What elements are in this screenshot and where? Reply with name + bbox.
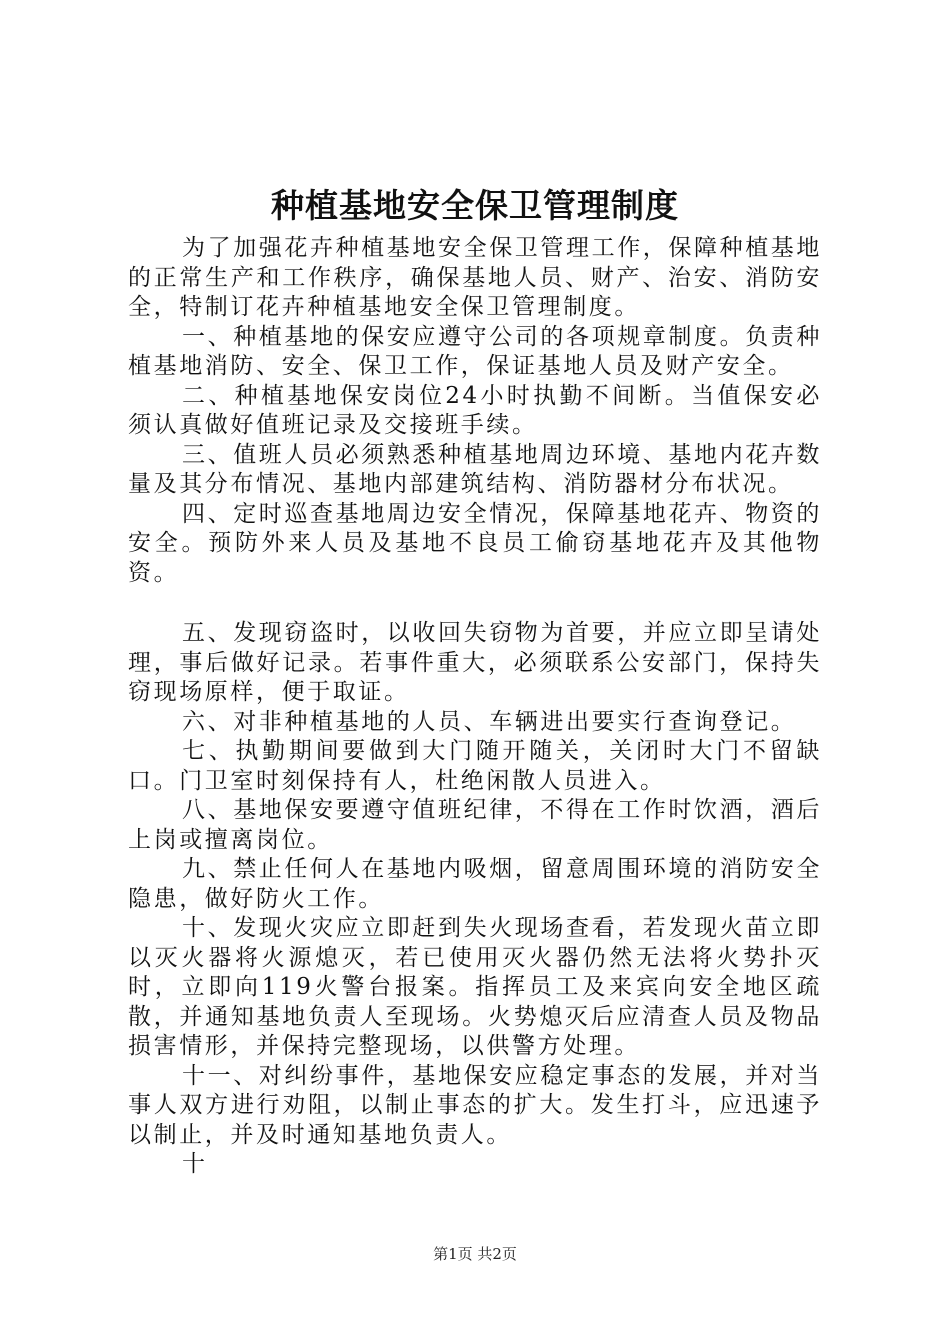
rule-paragraph-12-fragment: 十 bbox=[182, 1151, 208, 1177]
intro-paragraph: 为了加强花卉种植基地安全保卫管理工作，保障种植基地的正常生产和工作秩序，确保基地人员、财产、治安、消防安全，特制订花卉种植基地安全保卫管理制度。 bbox=[128, 235, 822, 320]
rule-paragraph-7: 七、执勤期间要做到大门随开随关，关闭时大门不留缺口。门卫室时刻保持有人，杜绝闲散人员进入。 bbox=[128, 738, 822, 794]
rule-paragraph-1: 一、种植基地的保安应遵守公司的各项规章制度。负责种植基地消防、安全、保卫工作，保证基地人员及财产安全。 bbox=[128, 323, 822, 379]
rule-paragraph-2: 二、种植基地保安岗位24小时执勤不间断。当值保安必须认真做好值班记录及交接班手续。 bbox=[128, 382, 822, 438]
rule-paragraph-6: 六、对非种植基地的人员、车辆进出要实行查询登记。 bbox=[182, 708, 797, 735]
rule-paragraph-5: 五、发现窃盗时，以收回失窃物为首要，并应立即呈请处理，事后做好记录。若事件重大，必须联系公安部门，保持失窃现场原样，便于取证。 bbox=[128, 620, 822, 705]
rule-paragraph-11: 十一、对纠纷事件，基地保安应稳定事态的发展，并对当事人双方进行劝阻，以制止事态的扩大。发生打斗，应迅速予以制止，并及时通知基地负责人。 bbox=[128, 1062, 822, 1148]
rule-paragraph-4: 四、定时巡查基地周边安全情况，保障基地花卉、物资的安全。预防外来人员及基地不良员工偷窃基地花卉及其他物资。 bbox=[128, 500, 822, 586]
document-body bbox=[128, 234, 822, 1180]
rule-paragraph-3: 三、值班人员必须熟悉种植基地周边环境、基地内花卉数量及其分布情况、基地内部建筑结构、消防器材分布状况。 bbox=[128, 441, 822, 497]
document-title: 种植基地安全保卫管理制度 bbox=[271, 186, 679, 225]
rule-paragraph-10: 十、发现火灾应立即赶到失火现场查看，若发现火苗立即以灭火器将火源熄灭，若已使用灭火器仍然无法将火势扑灭时，立即向119火警台报案。指挥员工及来宾向安全地区疏散，并通知基地负责人至现场。火势熄灭后应清查人员及物品损害情形，并保持完整现场，以供警方处理。 bbox=[128, 915, 822, 1059]
rule-paragraph-8: 八、基地保安要遵守值班纪律，不得在工作时饮酒，酒后上岗或擅离岗位。 bbox=[128, 797, 822, 853]
page-footer: 第1页 共2页 bbox=[433, 1245, 517, 1263]
rule-paragraph-9: 九、禁止任何人在基地内吸烟，留意周围环境的消防安全隐患，做好防火工作。 bbox=[128, 856, 822, 912]
